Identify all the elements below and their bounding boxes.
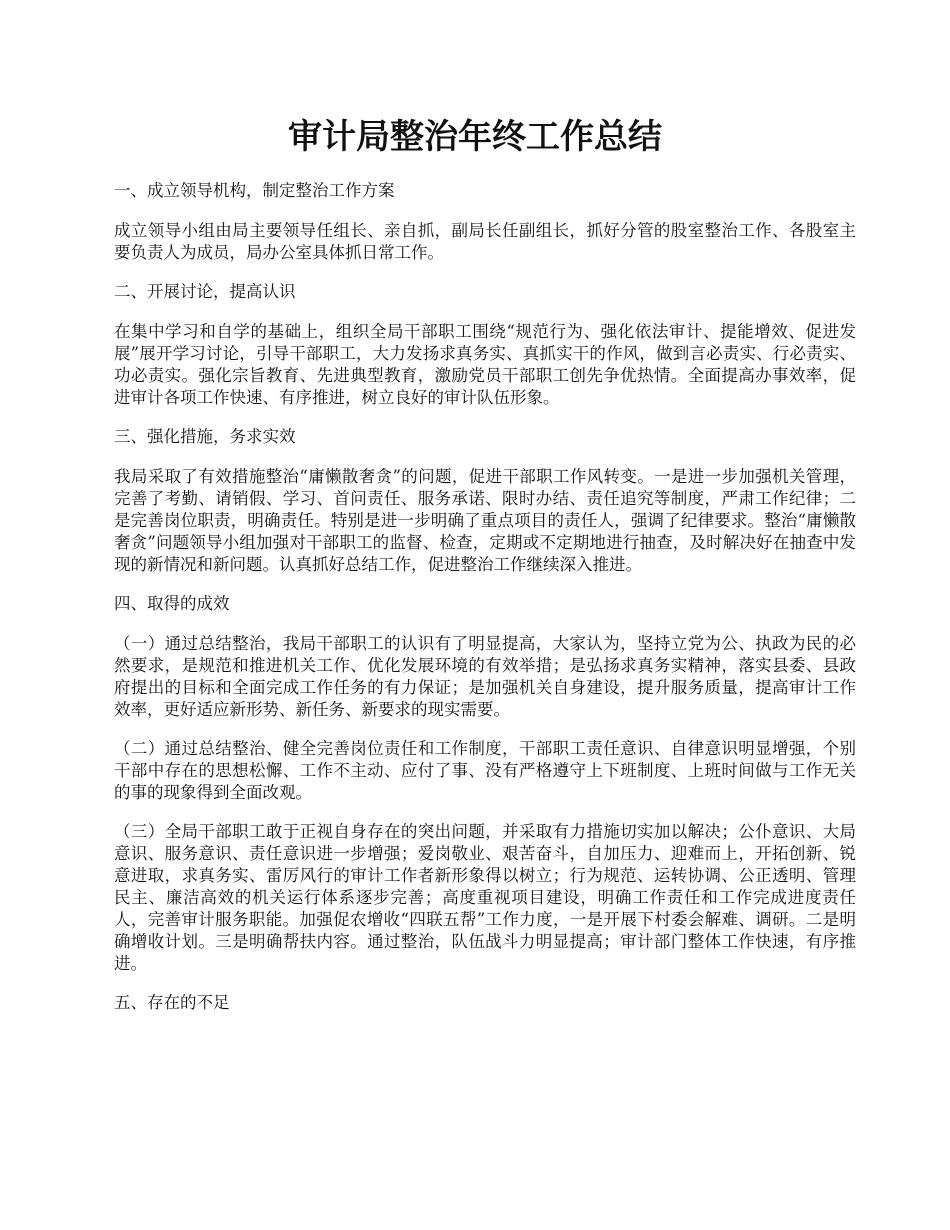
section-4-paragraph-3: （三）全局干部职工敢于正视自身存在的突出问题，并采取有力措施切实加以解决；公仆意识、大局意识、服务意识、责任意识进一步增强；爱岗敬业、艰苦奋斗，自加压力、迎难而上，开拓创新、锐意进取，求真务实、雷厉风行的审计工作者新形象得以树立；行为规范、运转协调、公正透明、管理民主、廉洁高效的机关运行体系逐步完善；高度重视项目建设，明确工作责任和工作完成进度责任人，完善审计服务职能。加强促农增收“四联五帮”工作力度，一是开展下村委会解难、调研。二是明确增收计划。三是明确帮扶内容。通过整治，队伍战斗力明显提高；审计部门整体工作快速，有序推进。 bbox=[114, 822, 856, 973]
document-body bbox=[114, 180, 856, 1032]
section-3-paragraph: 我局采取了有效措施整治“庸懒散奢贪”的问题，促进干部职工作风转变。一是进一步加强机关管理，完善了考勤、请销假、学习、首问责任、服务承诺、限时办结、责任追究等制度，严肃工作纪律；二是完善岗位职责，明确责任。特别是进一步明确了重点项目的责任人，强调了纪律要求。整治“庸懒散奢贪”问题领导小组加强对干部职工的监督、检查，定期或不定期地进行抽查，及时解决好在抽查中发现的新情况和新问题。认真抓好总结工作，促进整治工作继续深入推进。 bbox=[114, 467, 856, 574]
section-heading-3: 三、强化措施，务求实效 bbox=[114, 427, 296, 446]
section-1-paragraph: 成立领导小组由局主要领导任组长、亲自抓，副局长任副组长，抓好分管的股室整治工作、各股室主要负责人为成员，局办公室具体抓日常工作。 bbox=[114, 221, 856, 262]
section-4-paragraph-1: （一）通过总结整治，我局干部职工的认识有了明显提高，大家认为，坚持立党为公、执政为民的必然要求，是规范和推进机关工作、优化发展环境的有效举措；是弘扬求真务实精神，落实县委、县政府提出的目标和全面完成工作任务的有力保证；是加强机关自身建设，提升服务质量，提高审计工作效率，更好适应新形势、新任务、新要求的现实需要。 bbox=[114, 634, 856, 719]
section-heading-5: 五、存在的不足 bbox=[114, 993, 230, 1012]
section-2-paragraph: 在集中学习和自学的基础上，组织全局干部职工围绕“规范行为、强化依法审计、提能增效、促进发展”展开学习讨论，引导干部职工，大力发扬求真务实、真抓实干的作风，做到言必责实、行必责实、功必责实。强化宗旨教育、先进典型教育，激励党员干部职工创先争优热情。全面提高办事效率，促进审计各项工作快速、有序推进，树立良好的审计队伍形象。 bbox=[114, 322, 856, 407]
section-heading-1: 一、成立领导机构，制定整治工作方案 bbox=[114, 181, 395, 200]
section-heading-4: 四、取得的成效 bbox=[114, 594, 230, 613]
document-title: 审计局整治年终工作总结 bbox=[288, 117, 662, 157]
section-heading-2: 二、开展讨论，提高认识 bbox=[114, 282, 296, 301]
section-4-paragraph-2: （二）通过总结整治、健全完善岗位责任和工作制度，干部职工责任意识、自律意识明显增强，个别干部中存在的思想松懈、工作不主动、应付了事、没有严格遵守上下班制度、上班时间做与工作无关的事的现象得到全面改观。 bbox=[114, 739, 856, 802]
